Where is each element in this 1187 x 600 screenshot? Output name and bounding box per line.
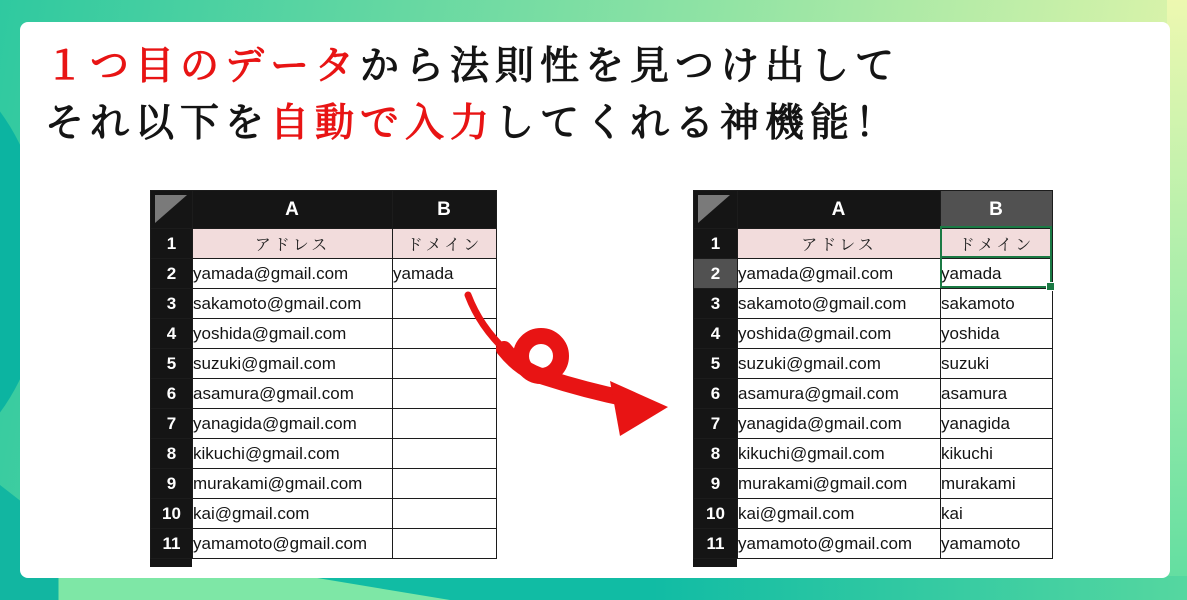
cell-address: asamura@gmail.com	[738, 379, 941, 409]
curved-arrow-icon	[450, 278, 680, 473]
row-number: 6	[694, 379, 738, 409]
row-number: 3	[151, 289, 193, 319]
row-number: 2	[151, 259, 193, 289]
cell-domain: sakamoto	[941, 289, 1053, 319]
cell-address: murakami@gmail.com	[738, 469, 941, 499]
cell-address: yanagida@gmail.com	[738, 409, 941, 439]
cell-domain: yanagida	[941, 409, 1053, 439]
cell-address: asamura@gmail.com	[193, 379, 393, 409]
row-number: 11	[151, 529, 193, 559]
cell-domain: suzuki	[941, 349, 1053, 379]
decor-right-gradient-strip	[1167, 0, 1187, 600]
cell-domain: murakami	[941, 469, 1053, 499]
row-header-stub	[150, 559, 192, 567]
select-all-triangle-icon	[698, 195, 730, 223]
select-all-triangle-icon	[155, 195, 187, 223]
cell-address: suzuki@gmail.com	[193, 349, 393, 379]
row-number: 7	[694, 409, 738, 439]
row-number: 4	[694, 319, 738, 349]
cell-address: murakami@gmail.com	[193, 469, 393, 499]
cell-domain: yamamoto	[941, 529, 1053, 559]
after-table	[693, 190, 1053, 559]
column-header-a: A	[193, 191, 393, 229]
row-header-stub	[693, 559, 737, 567]
before-spreadsheet	[150, 190, 497, 559]
row-number: 11	[694, 529, 738, 559]
cell-address: yoshida@gmail.com	[193, 319, 393, 349]
column-header-a: A	[738, 191, 941, 229]
row-number: 9	[694, 469, 738, 499]
cell-domain: asamura	[941, 379, 1053, 409]
cell-domain: yamada	[393, 259, 497, 289]
row-number: 1	[151, 229, 193, 259]
row-number: 8	[694, 439, 738, 469]
cell-address: sakamoto@gmail.com	[738, 289, 941, 319]
row-number: 4	[151, 319, 193, 349]
cell-address: sakamoto@gmail.com	[193, 289, 393, 319]
title-line2-end: してくれる神機能！	[495, 102, 901, 145]
row-number: 7	[151, 409, 193, 439]
before-table	[150, 190, 497, 559]
cell-address: yamamoto@gmail.com	[193, 529, 393, 559]
cell-address: yamada@gmail.com	[193, 259, 393, 289]
cell-address: yamada@gmail.com	[738, 259, 941, 289]
cell-address: yoshida@gmail.com	[738, 319, 941, 349]
title-highlight-first-data: １つ目のデータ	[45, 45, 361, 88]
column-header-b-selected: B	[941, 191, 1053, 229]
row-number: 5	[151, 349, 193, 379]
title-line2-start: それ以下を	[45, 102, 271, 145]
cell-domain	[393, 499, 497, 529]
title-highlight-auto-input: 自動で入力	[270, 102, 496, 145]
cell-domain	[393, 529, 497, 559]
after-spreadsheet	[693, 190, 1053, 559]
row-number: 1	[694, 229, 738, 259]
row-number: 8	[151, 439, 193, 469]
cell-address: kikuchi@gmail.com	[193, 439, 393, 469]
cell-domain: kai	[941, 499, 1053, 529]
cell-domain: yoshida	[941, 319, 1053, 349]
cell-address: kai@gmail.com	[193, 499, 393, 529]
row-number: 10	[151, 499, 193, 529]
cell-domain: kikuchi	[941, 439, 1053, 469]
label-cell-domain: ドメイン	[941, 229, 1053, 259]
cell-address: kai@gmail.com	[738, 499, 941, 529]
label-cell-address: アドレス	[193, 229, 393, 259]
title-line-1	[45, 38, 900, 95]
select-all-cell	[151, 191, 193, 229]
cell-domain	[393, 469, 497, 499]
select-all-cell	[694, 191, 738, 229]
cell-address: yanagida@gmail.com	[193, 409, 393, 439]
title-line-2	[45, 95, 900, 152]
row-number: 10	[694, 499, 738, 529]
label-cell-domain: ドメイン	[393, 229, 497, 259]
row-number: 3	[694, 289, 738, 319]
row-number: 5	[694, 349, 738, 379]
cell-address: suzuki@gmail.com	[738, 349, 941, 379]
row-number: 6	[151, 379, 193, 409]
fill-handle	[1046, 282, 1055, 291]
cell-address: kikuchi@gmail.com	[738, 439, 941, 469]
label-cell-address: アドレス	[738, 229, 941, 259]
page-title	[45, 38, 900, 152]
cell-address: yamamoto@gmail.com	[738, 529, 941, 559]
row-number: 9	[151, 469, 193, 499]
row-number-selected: 2	[694, 259, 738, 289]
column-header-b: B	[393, 191, 497, 229]
title-line1-rest: から法則性を見つけ出して	[360, 45, 901, 88]
cell-domain-selected: yamada	[941, 259, 1053, 289]
